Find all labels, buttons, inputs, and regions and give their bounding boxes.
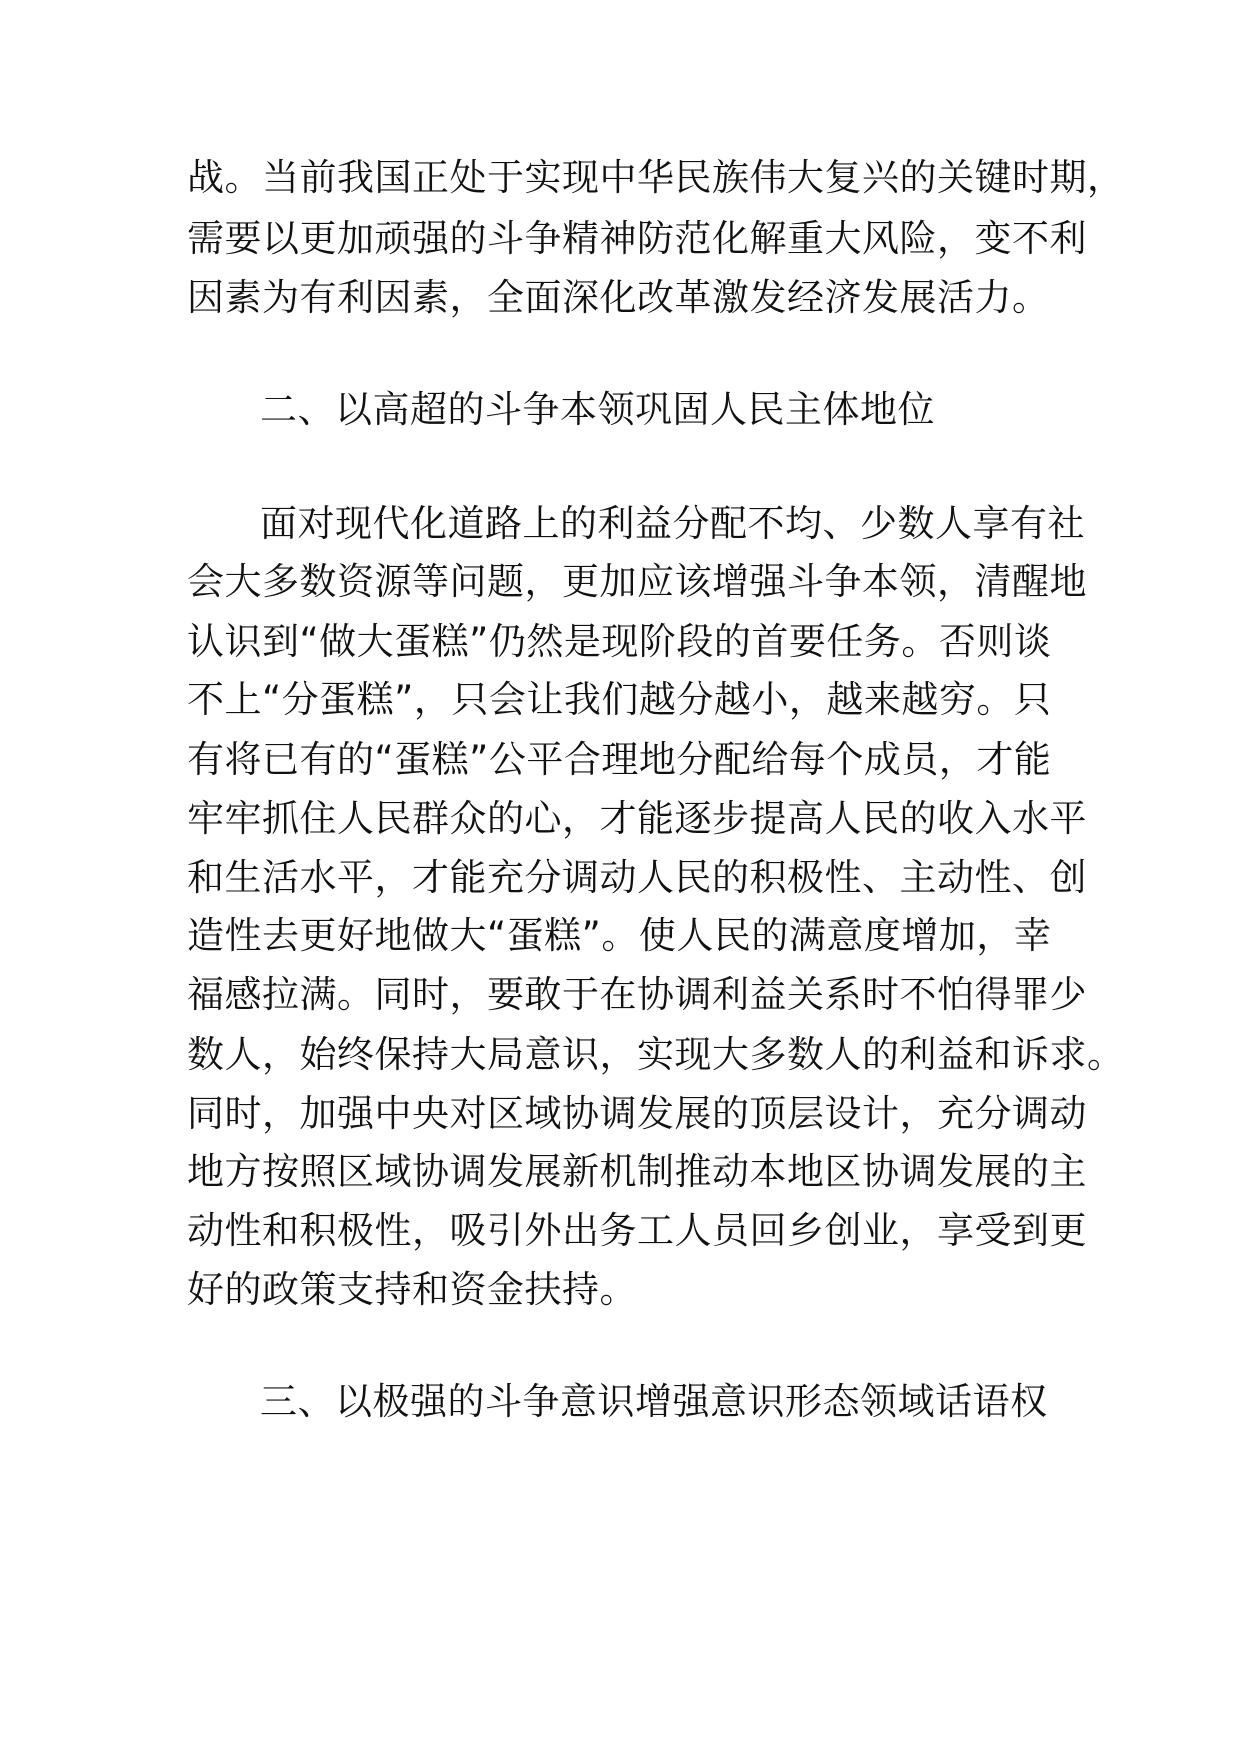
paragraph-line: 认识到“做大蛋糕”仍然是现阶段的首要任务。否则谈 [187,620,1052,663]
paragraph-line: 需要以更加顽强的斗争精神防范化解重大风险，变不利 [187,217,1087,260]
section-two-heading: 二、以高超的斗争本领巩固人民主体地位 [260,388,935,431]
paragraph-line: 战。当前我国正处于实现中华民族伟大复兴的关键时期， [187,156,1125,199]
paragraph-line: 面对现代化道路上的利益分配不均、少数人享有社 [260,502,1085,545]
paragraph-line: 好的政策支持和资金扶持。 [187,1268,637,1311]
paragraph-line: 会大多数资源等问题，更加应该增强斗争本领，清醒地 [187,560,1087,603]
paragraph-line: 福感拉满。同时，要敢于在协调利益关系时不怕得罪少 [187,973,1087,1016]
paragraph-line: 有将已有的“蛋糕”公平合理地分配给每个成员，才能 [187,738,1052,781]
paragraph-line: 不上“分蛋糕”，只会让我们越分越小，越来越穷。只 [187,678,1052,721]
paragraph-line: 地方按照区域协调发展新机制推动本地区协调发展的主 [187,1150,1087,1193]
paragraph-line: 数人，始终保持大局意识，实现大多数人的利益和诉求。 [187,1033,1125,1076]
paragraph-line: 牢牢抓住人民群众的心，才能逐步提高人民的收入水平 [187,797,1087,840]
section-three-heading: 三、以极强的斗争意识增强意识形态领域话语权 [260,1380,1048,1423]
paragraph-line: 动性和积极性，吸引外出务工人员回乡创业，享受到更 [187,1209,1087,1252]
paragraph-line: 因素为有利因素，全面深化改革激发经济发展活力。 [187,276,1050,319]
paragraph-line: 和生活水平，才能充分调动人民的积极性、主动性、创 [187,856,1087,899]
paragraph-line: 造性去更好地做大“蛋糕”。使人民的满意度增加，幸 [187,914,1052,957]
paragraph-line: 同时，加强中央对区域协调发展的顶层设计，充分调动 [187,1092,1087,1135]
